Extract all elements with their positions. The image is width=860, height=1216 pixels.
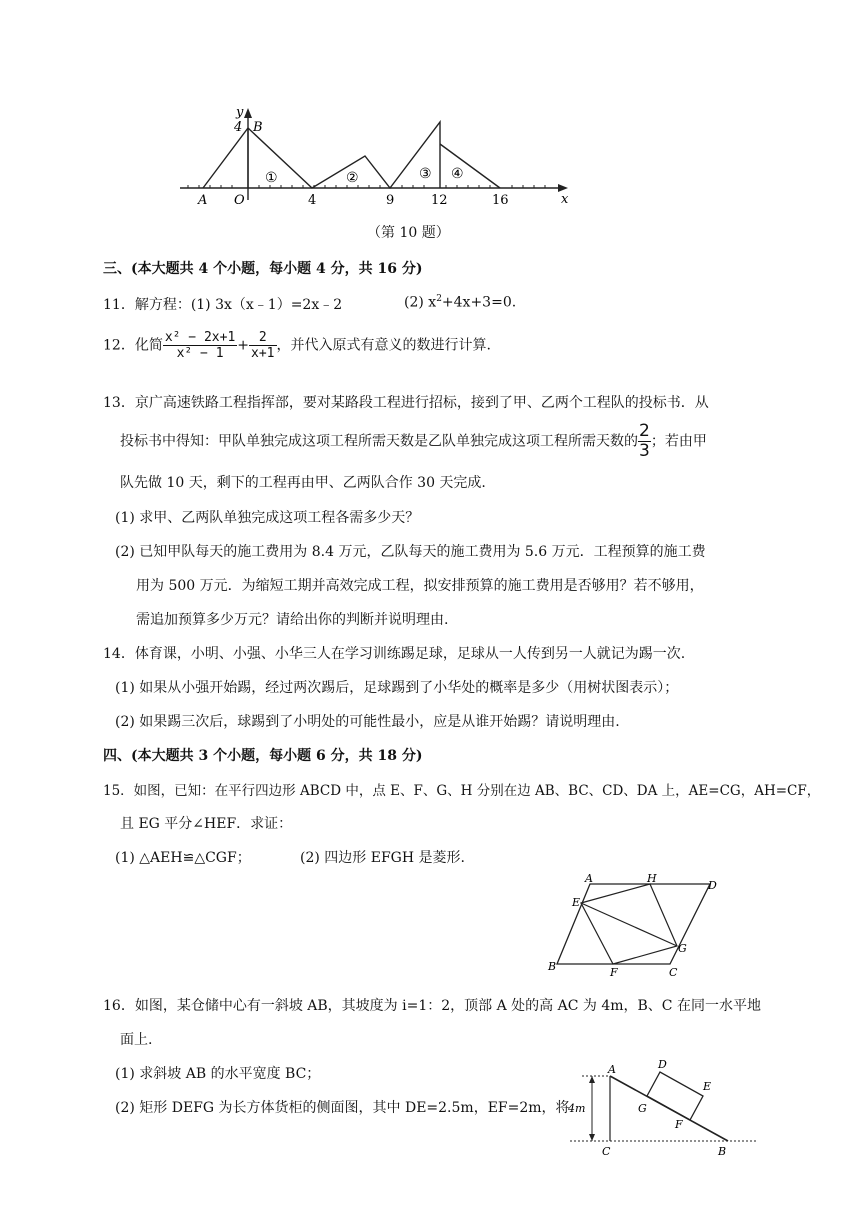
- tick-label-4: 4: [308, 193, 317, 208]
- q11-part1: 11．解方程：(1) 3x（x﹣1）=2x﹣2: [103, 297, 343, 313]
- q15-label-B: B: [548, 960, 557, 973]
- region-label-3: ③: [419, 166, 432, 182]
- q12-suffix: ，并代入原式有意义的数进行计算.: [276, 337, 491, 354]
- q16-label-4m: 4m: [568, 1102, 586, 1115]
- tick-label-16: 16: [492, 193, 509, 208]
- q13-sub2-line2: 用为 500 万元．为缩短工期并高效完成工程，拟安排预算的施工费用是否够用？若不够用，: [136, 578, 704, 594]
- label-4-y: 4: [234, 120, 243, 135]
- q14-sub1: (1) 如果从小强开始踢，经过两次踢后，足球踢到了小华处的概率是多少（用树状图表示）；: [115, 680, 679, 696]
- q15-label-C: C: [669, 966, 678, 979]
- q16-line1: 16．如图，某仓储中心有一斜坡 AB，其坡度为 i=1：2，顶部 A 处的高 AC 为 4m，B、C 在同一水平地: [103, 998, 761, 1014]
- q11-part2: [404, 294, 516, 311]
- q16-label-G: G: [638, 1102, 647, 1115]
- q13-sub1: (1) 求甲、乙两队单独完成这项工程各需多少天？: [115, 510, 420, 526]
- label-B: B: [253, 120, 263, 135]
- region-label-4: ④: [451, 166, 464, 182]
- q12-frac1-denominator: x² − 1: [176, 346, 224, 361]
- q13-sub2-line3: 需追加预算多少万元？请给出你的判断并说明理由.: [136, 612, 449, 628]
- y-axis-label: y: [236, 105, 244, 120]
- q16-label-E: E: [703, 1080, 712, 1093]
- q11-part2-suffix: +4x+3=0.: [441, 294, 517, 311]
- q14-sub2: (2) 如果踢三次后，球踢到了小明处的可能性最小，应是从谁开始踢？请说明理由.: [115, 714, 620, 730]
- q15-parallelogram-figure: [545, 870, 725, 980]
- tick-label-9: 9: [386, 193, 395, 208]
- q16-sub2: (2) 矩形 DEFG 为长方体货柜的侧面图，其中 DE=2.5m，EF=2m，将: [115, 1100, 570, 1116]
- q13-fraction: [638, 422, 651, 461]
- q12-fraction-1: [163, 330, 237, 361]
- q13-line1: 13．京广高速铁路工程指挥部，要对某路段工程进行招标，接到了甲、乙两个工程队的投标书．从: [103, 395, 709, 411]
- q16-label-B: B: [718, 1145, 727, 1158]
- figure-10-graph: [170, 100, 580, 210]
- q11-part2-prefix: (2) x: [404, 294, 437, 311]
- q13-frac-numerator: 2: [639, 421, 650, 441]
- q16-sub1: (1) 求斜坡 AB 的水平宽度 BC；: [115, 1066, 321, 1082]
- figure-10-caption: （第 10 题）: [367, 225, 450, 241]
- q12-plus: +: [237, 337, 250, 354]
- q13-line2-prefix: 投标书中得知：甲队单独完成这项工程所需天数是乙队单独完成这项工程所需天数的: [120, 433, 638, 450]
- q16-label-F: F: [675, 1118, 683, 1131]
- q15-label-H: H: [647, 872, 657, 885]
- q16-label-D: D: [658, 1058, 667, 1071]
- q13-line3: 队先做 10 天，剩下的工程再由甲、乙两队合作 30 天完成.: [120, 475, 486, 491]
- x-axis-label: x: [561, 192, 569, 207]
- tick-label-12: 12: [431, 193, 448, 208]
- label-O: O: [234, 193, 245, 208]
- section-3-heading: 三、(本大题共 4 个小题，每小题 4 分，共 16 分): [103, 261, 423, 277]
- q13-line2: [120, 422, 707, 461]
- q15-label-E: E: [572, 896, 581, 909]
- q15-sub2: (2) 四边形 EFGH 是菱形.: [300, 850, 465, 866]
- q12: [103, 330, 491, 361]
- q15-label-D: D: [708, 879, 717, 892]
- q12-frac1-numerator: x² − 2x+1: [164, 330, 236, 345]
- q13-line2-suffix: ；若由甲: [650, 433, 707, 450]
- q12-frac2-denominator: x+1: [251, 346, 275, 361]
- q14-line1: 14．体育课，小明、小强、小华三人在学习训练踢足球，足球从一人传到另一人就记为踢一次.: [103, 646, 686, 662]
- q15-line2: 且 EG 平分∠HEF．求证：: [120, 816, 293, 832]
- q11-part2-exponent: 2: [436, 294, 442, 304]
- q12-frac2-numerator: 2: [249, 330, 276, 346]
- q16-slope-figure: [560, 1056, 760, 1158]
- q15-label-F: F: [610, 966, 618, 979]
- region-label-1: ①: [265, 170, 278, 186]
- q16-label-A: A: [608, 1063, 616, 1076]
- q15-label-G: G: [678, 942, 687, 955]
- q15-label-A: A: [585, 872, 593, 885]
- graph-segment-4: [440, 144, 500, 188]
- q13-sub2-line1: (2) 已知甲队每天的施工费用为 8.4 万元，乙队每天的施工费用为 5.6 万元．工程预算的施工费: [115, 544, 706, 560]
- q16-label-C: C: [602, 1145, 611, 1158]
- q15-line1: 15．如图，已知：在平行四边形 ABCD 中，点 E、F、G、H 分别在边 AB、BC、CD、DA 上，AE=CG，AH=CF，: [103, 783, 821, 799]
- region-label-2: ②: [346, 170, 359, 186]
- q12-fraction-2: [249, 330, 276, 361]
- section-4-heading: 四、(本大题共 3 个小题，每小题 6 分，共 18 分): [103, 748, 423, 764]
- label-A: A: [198, 193, 208, 208]
- q13-frac-denominator: 3: [639, 441, 650, 461]
- q16-line2: 面上.: [120, 1032, 153, 1048]
- q12-prefix: 12．化简: [103, 337, 163, 354]
- q15-sub1: (1) △AEH≌△CGF；: [115, 850, 251, 866]
